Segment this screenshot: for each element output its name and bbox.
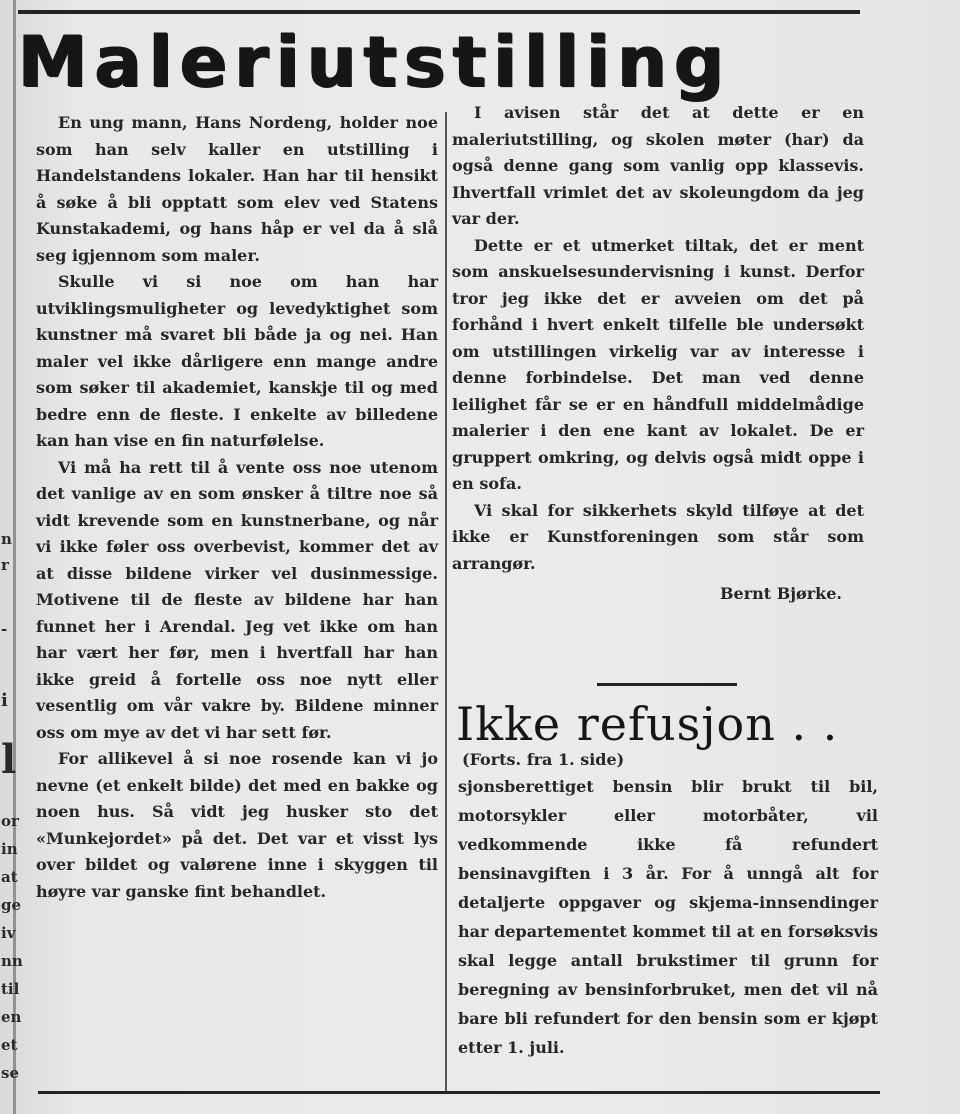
- margin-fragment: iv: [1, 924, 16, 942]
- article-paragraph: Vi skal for sikkerhets skyld tilføye at det ikke er Kunstforeningen som står som arrangør.: [452, 500, 864, 573]
- margin-fragment: at: [1, 868, 18, 886]
- article-paragraph: For allikevel å si noe rosende kan vi jo nevne (et enkelt bilde) det med en bakke og noen hus. Så vidt jeg husker sto det «Munkejordet» på det. Det var et visst lys over bildet og valørene inne i skyggen til høyre var ganske fint behandlet.: [36, 749, 438, 901]
- article-paragraph: sjonsberettiget bensin blir brukt til bil, motorsykler eller motorbåter, vil vedkommende ikke få refundert bensinavgiften i 3 år. For å unngå alt for detaljerte oppgaver og skjema-innsendinger har departementet kommet til at en forsøksvis skal legge antall brukstimer til grunn for beregning av bensinforbruket, men det vil nå bare bli refundert for den bensin som er kjøpt etter 1. juli.: [458, 777, 878, 1057]
- continued-from-note: (Forts. fra 1. side): [462, 750, 625, 769]
- article-signature: Bernt Bjørke.: [720, 584, 842, 603]
- top-rule: [18, 10, 860, 14]
- article-headline: Maleriutstilling: [18, 21, 732, 103]
- margin-fragment: r: [1, 556, 9, 574]
- second-article-body: [458, 772, 878, 1062]
- column-divider: [445, 112, 447, 1092]
- margin-fragment: n: [1, 530, 12, 548]
- margin-fragment: nn: [1, 952, 23, 970]
- margin-fragment: in: [1, 840, 18, 858]
- article-paragraph: Dette er et utmerket tiltak, det er ment som anskuelsesundervisning i kunst. Derfor tror jeg ikke det er avveien om det på forhånd i hvert enkelt tilfelle ble undersøkt om utstillingen virkelig var av interesse i denne forbindelse. Det man ved denne leilighet får se er en håndfull middelmådige malerier i den ene kant av lokalet. De er gruppert omkring, og delvis også midt oppe i en sofa.: [452, 235, 864, 493]
- margin-fragment: et: [1, 1036, 18, 1054]
- article-paragraph: Skulle vi si noe om han har utviklingsmuligheter og levedyktighet som kunstner må svaret bli både ja og nei. Han maler vel ikke dårligere enn mange andre som søker til akademiet, kanskje til og med bedre enn de fleste. I enkelte av billedene kan han vise en fin naturfølelse.: [36, 272, 438, 450]
- margin-fragment: se: [1, 1064, 19, 1082]
- margin-fragment: en: [1, 1008, 22, 1026]
- margin-fragment: l: [1, 736, 17, 783]
- bottom-rule: [38, 1091, 880, 1094]
- article-separator: [597, 683, 737, 686]
- article-paragraph: I avisen står det at dette er en maleriutstilling, og skolen møter (har) da også denne gang som vanlig opp klassevis. Ihvertfall vrimlet det av skoleungdom da jeg var der.: [452, 103, 864, 228]
- margin-fragment: or: [1, 812, 19, 830]
- margin-fragment: ge: [1, 896, 22, 914]
- margin-fragment: -: [1, 620, 8, 638]
- second-article-title: Ikke refusjon . .: [456, 697, 839, 751]
- article-paragraph: En ung mann, Hans Nordeng, holder noe som han selv kaller en utstilling i Handelstandens lokaler. Han har til hensikt å søke å bli opptatt som elev ved Statens Kunstakademi, og hans håp er vel da å slå seg igjennom som maler.: [36, 113, 438, 265]
- left-column-rule: [13, 0, 16, 1114]
- right-column: [452, 100, 864, 608]
- margin-fragment: i: [1, 690, 8, 711]
- margin-fragment: til: [1, 980, 20, 998]
- left-column: [36, 110, 438, 905]
- article-paragraph: Vi må ha rett til å vente oss noe utenom det vanlige av en som ønsker å tiltre noe så vidt krevende som en kunstnerbane, og når vi ikke føler oss overbevist, kommer det av at disse bildene virker vel dusinmessige. Motivene til de fleste av bildene har han funnet her i Arendal. Jeg vet ikke om han har vært her før, men i hvertfall har han ikke greid å fortelle oss noe nytt eller vesentlig om vår vakre by. Bildene minner oss om mye av det vi har sett før.: [36, 457, 438, 742]
